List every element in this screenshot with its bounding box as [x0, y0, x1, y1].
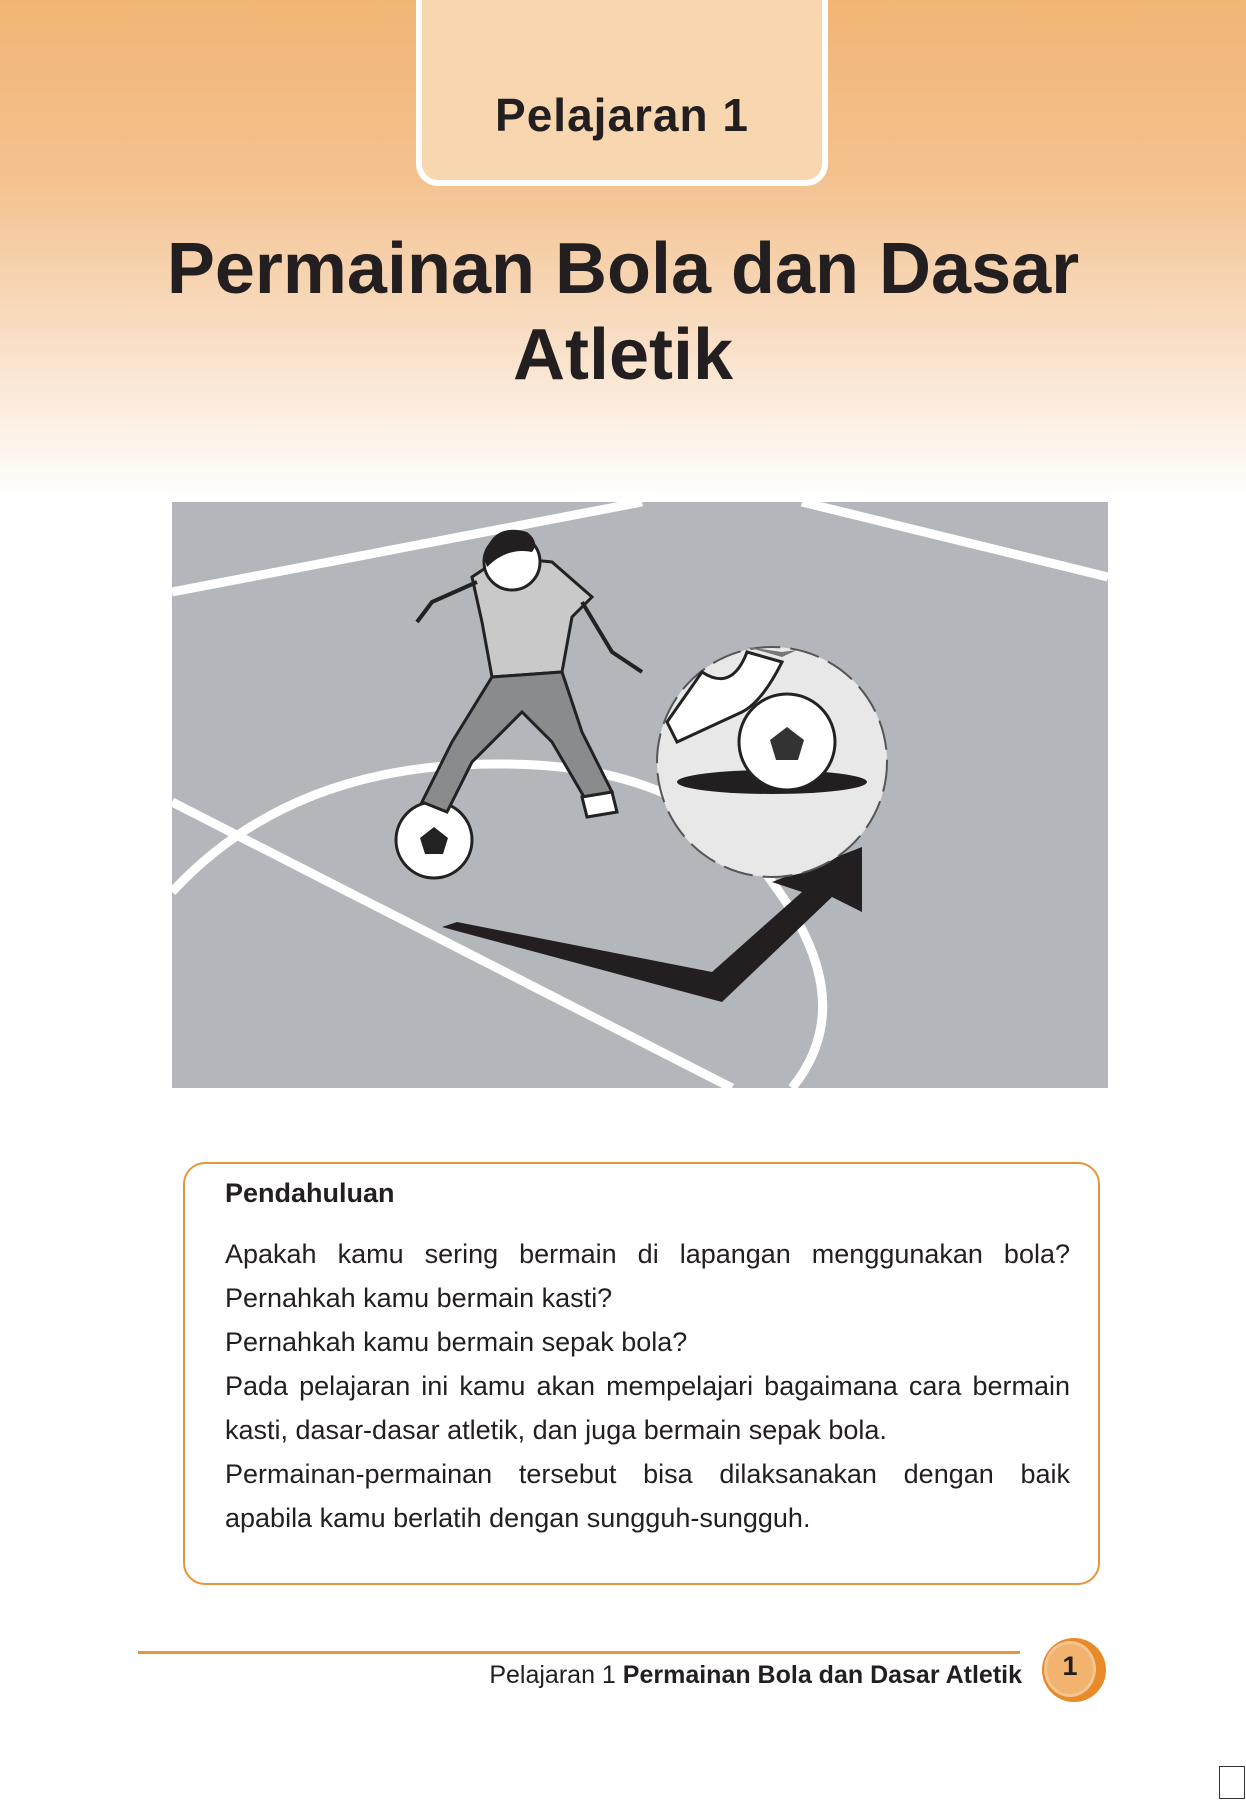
introduction-body: [225, 1232, 1070, 1540]
intro-line: Pernahkah kamu bermain sepak bola?: [225, 1327, 688, 1357]
page-number: 1: [1062, 1651, 1078, 1681]
intro-line: Apakah kamu sering bermain di lapangan menggunakan bola?: [225, 1239, 1070, 1269]
soccer-dribbling-illustration: [172, 502, 1108, 1088]
introduction-heading: Pendahuluan: [225, 1178, 395, 1208]
lesson-tab: [416, 0, 828, 186]
corner-marker: [1219, 1766, 1245, 1799]
footer-divider: [138, 1651, 1020, 1654]
intro-line: Pernahkah kamu bermain kasti?: [225, 1283, 613, 1313]
lesson-label: Pelajaran 1: [495, 89, 749, 141]
footer-running-title: [489, 1661, 1022, 1690]
footer-lesson-prefix: Pelajaran 1: [489, 1661, 616, 1689]
intro-line: Permainan-permainan tersebut bisa dilaksanakan dengan baik: [225, 1459, 1070, 1489]
intro-line: apabila kamu berlatih dengan sungguh-sungguh.: [225, 1503, 811, 1533]
introduction-box: [183, 1162, 1100, 1585]
footer-lesson-title: Permainan Bola dan Dasar Atletik: [622, 1661, 1022, 1689]
chapter-title: [0, 226, 1246, 398]
chapter-title-line2: Atletik: [512, 315, 734, 395]
chapter-title-line1: Permainan Bola dan Dasar: [166, 229, 1080, 309]
intro-line: Pada pelajaran ini kamu akan mempelajari bagaimana cara bermain: [225, 1371, 1070, 1401]
intro-line: kasti, dasar-dasar atletik, dan juga bermain sepak bola.: [225, 1415, 887, 1445]
page-number-badge: [1042, 1638, 1106, 1702]
